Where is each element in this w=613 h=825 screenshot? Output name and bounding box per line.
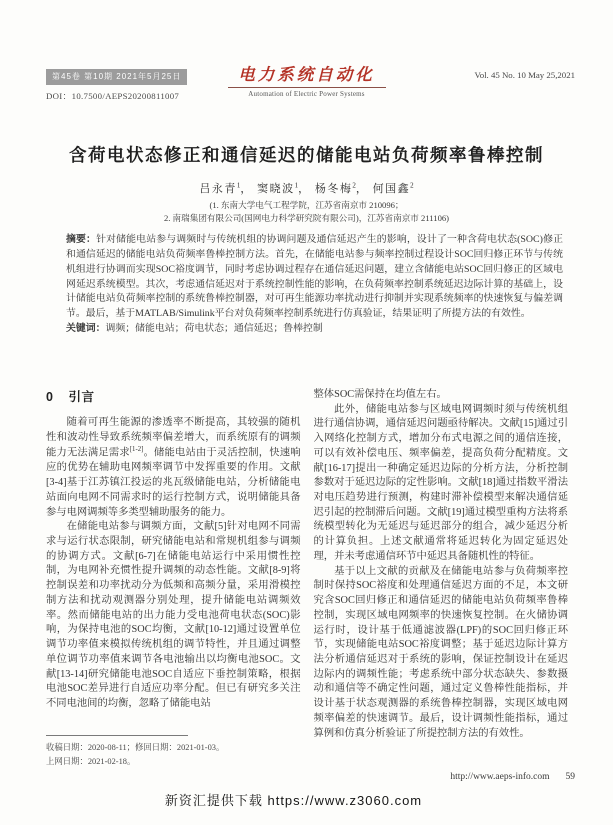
journal-title-en: Automation of Electric Power Systems <box>248 90 365 98</box>
affiliations <box>0 199 613 224</box>
issue-badge: 第45卷 第10期 2021年5月25日 <box>46 69 187 85</box>
abstract-label: 摘要： <box>66 234 97 245</box>
page-footer <box>450 772 575 782</box>
keywords-label: 关键词： <box>66 323 106 335</box>
abstract-block <box>66 233 563 337</box>
right-column <box>314 388 569 741</box>
keywords-line <box>66 322 563 337</box>
body-columns <box>46 388 568 741</box>
journal-masthead <box>228 61 386 98</box>
article-title: 含荷电状态修正和通信延迟的储能电站负荷频率鲁棒控制 <box>69 145 544 165</box>
section-number: 0 <box>46 390 54 404</box>
section-title: 引言 <box>68 390 95 404</box>
masthead-divider <box>228 87 386 88</box>
author: 吕永青$^1$， <box>199 181 253 195</box>
footnote-divider <box>46 735 188 736</box>
received-dates: 收稿日期：2020-08-11；修回日期：2021-01-03。 <box>46 743 225 752</box>
section-heading <box>46 389 301 407</box>
author: 何国鑫$^2$ <box>372 181 414 195</box>
author-line <box>0 180 613 196</box>
download-watermark: 新资汇提供下载 https://www.z3060.com <box>164 793 423 808</box>
paragraph: 随着可再生能源的渗透率不断提高，其较强的随机性和波动性导致系统频率偏差增大，而系统原有的调频能力无法满足需求[1-2]。储能电站由于灵活控制，快速响应的优势在辅助电网频率调节中发挥重要的作用。文献[3-4]基于江苏镇江投运的兆瓦级储能电站，分析储能电站面向电网不同需求时的运行控制方式，说明储能具备参与电网调频等多类型辅助服务的能力。 <box>46 416 301 518</box>
abstract-paragraph <box>66 233 563 322</box>
paragraph: 基于以上文献的贡献及在储能电站参与负荷频率控制时保持SOC裕度和处理通信延迟方面的不足，本文研究含SOC回归修正和通信延迟的储能电站负荷频率鲁棒控制，实现区域电网频率的快速恢复控制。在火储协调运行时，设计基于低通滤波器(LPF)的SOC回归修正环节，实现储能电站SOC裕度调整；基于延迟边际计算方法分析通信延迟对于系统的影响，保证控制设计在延迟边际内的调频性能；考虑系统中部分状态缺失、参数摄动和通信等不确定性问题，通过定义鲁棒性能指标，并设计基于状态观测器的系统鲁棒控制器，实现区域电网频率偏差的快速调节。最后，设计调频性能指标，通过算例和仿真分析验证了所提控制方法的有效性。 <box>313 565 568 739</box>
citation-superscript: [1-2] <box>129 446 144 454</box>
paragraph: 在储能电站参与调频方面，文献[5]针对电网不同需求与运行状态限制，研究储能电站和常规机组参与调频的协调方式。文献[6-7]在储能电站运行中采用惯性控制，为电网补充惯性提升调频的动态性能。文献[8-9]将控制误差和功率扰动分为低频和高频分量，采用滑模控制方法和扰动观测器分别处理，提升储能电站调频效率。然而储能电站的出力能力受电池荷电状态(SOC)影响，为保持电池的SOC均衡，文献[10-12]通过设置单位调节功率值来模拟传统机组的调节特性，并且通过调整单位调节功率值来调节各电池输出以均衡电池SOC。文献[13-14]研究储能电池SOC自适应下垂控制策略，根据电池SOC差异进行自适应功率分配。但已有研究多关注不同电池间的均衡，忽略了储能电站 <box>46 521 301 709</box>
affiliation-line: (1. 东南大学电气工程学院，江苏省南京市 210096； <box>209 200 404 210</box>
author: 杨冬梅$^2$， <box>314 181 369 195</box>
footnote-block <box>46 735 298 770</box>
doi-text: DOI：10.7500/AEPS20200811007 <box>46 91 180 101</box>
author: 窦晓波$^1$， <box>257 181 311 195</box>
abstract-text: 针对储能电站参与调频时与传统机组的协调问题及通信延迟产生的影响，设计了一种含荷电状态(SOC)修正和通信延迟的储能电站负荷频率鲁棒控制方法。首先，在储能电站参与频率控制过程设计SOC回归修正环节与传统机组进行协调而实现SOC裕度调节，同时考虑协调过程存在通信延迟问题，建立含储能电站SOC回归修正的区域电网延迟系统模型。其次，考虑通信延迟对于系统控制性能的影响，在负荷频率控制系统延迟边际计算的基础上，设计储能电站负荷频率控制的系统鲁棒控制器，对可再生能源功率扰动进行抑制并实现系统频率的快速恢复与偏差调节。最后，基于MATLAB/Simulink平台对负荷频率控制系统进行仿真验证，结果证明了所提方法的有效性。 <box>66 234 563 320</box>
affiliation-line: 2. 南瑞集团有限公司(国网电力科学研究院有限公司)，江苏省南京市 211106) <box>163 212 450 223</box>
header-left <box>46 66 187 102</box>
journal-title-cn: 电力系统自动化 <box>238 65 375 84</box>
volume-info: Vol. 45 No. 10 May 25,2021 <box>474 70 575 80</box>
page-number: 59 <box>565 772 575 782</box>
paragraph-continuation: 整体SOC需保持在均值左右。 <box>313 389 447 400</box>
paragraph: 此外，储能电站参与区域电网调频时须与传统机组进行通信协调，通信延迟问题亟待解决。文献[15]通过引入网络化控制方式，增加分布式电源之间的通信连接，可以有效补偿电压、频率偏差，提高负荷分配精度。文献[16-17]提出一种确定延迟边际的分析方法，分析控制参数对于延迟边际的定性影响。文献[18]通过指数平滑法对电压趋势进行预测，构建时滞补偿模型来解决通信延迟引起的控制滞后问题。文献[19]通过模型重构方法将系统模型转化为无延迟与延迟部分的组合，减少延迟分析的计算负担。上述文献通常将延迟转化为固定延迟处理，并未考虑通信环节中延迟具备随机性的特征。 <box>313 403 568 562</box>
keywords-text: 调频；储能电站；荷电状态；通信延迟；鲁棒控制 <box>105 323 323 335</box>
left-column <box>46 388 301 732</box>
journal-url: http://www.aeps-info.com <box>450 772 550 782</box>
online-date: 上网日期：2021-02-18。 <box>46 757 136 767</box>
